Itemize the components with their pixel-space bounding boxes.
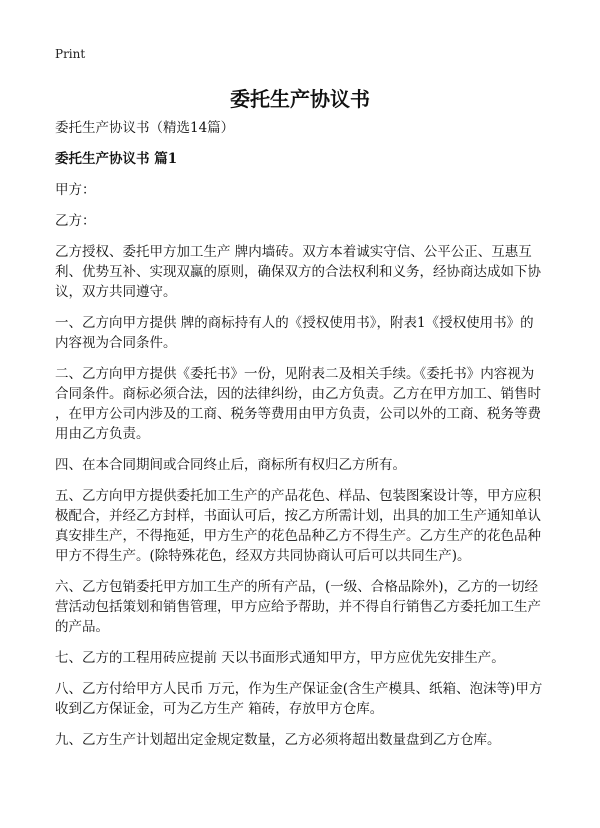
print-link[interactable]: Print	[55, 47, 86, 61]
clause-paragraph	[55, 577, 555, 637]
clause-line: 二、乙方向甲方提供《委托书》一份，见附表二及相关手续。《委托书》内容视为	[55, 366, 535, 382]
clause-paragraph	[55, 679, 555, 719]
clause-line: 甲方不得生产。(除特殊花色，经双方共同协商认可后可以共同生产)。	[55, 548, 471, 564]
clause-paragraph	[55, 364, 555, 444]
clause-paragraph	[55, 313, 555, 353]
clause-paragraph	[55, 648, 555, 668]
clause-line: 议，双方共同遵守。	[55, 284, 177, 300]
clause-line: 五、乙方向甲方提供委托加工生产的产品花色、样品、包装图案设计等，甲方应积	[55, 488, 541, 504]
clause-line: 一、乙方向甲方提供 牌的商标持有人的《授权使用书》，附表1《授权使用书》的	[55, 315, 534, 331]
party-a-line: 甲方：	[55, 182, 96, 198]
clauses	[55, 242, 555, 750]
clause-paragraph	[55, 730, 555, 750]
clause-line: 内容视为合同条件。	[55, 335, 177, 351]
clause-line: 真安排生产，不得拖延，甲方生产的花色品种乙方不得生产。乙方生产的花色品种	[55, 528, 541, 544]
clause-line: 用由乙方负责。	[55, 426, 150, 442]
document-subtitle: 委托生产协议书（精选14篇）	[55, 120, 235, 136]
document-title: 委托生产协议书	[230, 87, 370, 111]
section-heading: 委托生产协议书 篇1	[55, 151, 178, 167]
clause-paragraph	[55, 242, 555, 302]
clause-line: 七、乙方的工程用砖应提前 天以书面形式通知甲方，甲方应优先安排生产。	[55, 650, 505, 666]
clause-line: 营活动包括策划和销售管理，甲方应给予帮助，并不得自行销售乙方委托加工生产	[55, 599, 541, 615]
clause-line: 乙方授权、委托甲方加工生产 牌内墙砖。双方本着诚实守信、公平公正、互惠互	[55, 244, 532, 260]
clause-line: 的产品。	[55, 619, 109, 635]
clause-line: 六、乙方包销委托甲方加工生产的所有产品，(一级、合格品除外)，乙方的一切经	[55, 579, 539, 595]
clause-line: 合同条件。商标必须合法，因的法律纠纷，由乙方负责。乙方在甲方加工、销售时	[55, 386, 541, 402]
clause-line: 九、乙方生产计划超出定金规定数量，乙方必须将超出数量盘到乙方仓库。	[55, 732, 501, 748]
party-b-line: 乙方：	[55, 213, 96, 229]
clause-paragraph	[55, 455, 555, 475]
clause-line: 收到乙方保证金，可为乙方生产 箱砖，存放甲方仓库。	[55, 701, 384, 717]
document-body	[55, 118, 555, 761]
clause-line: 利、优势互补、实现双赢的原则，确保双方的合法权利和义务，经协商达成如下协	[55, 264, 541, 280]
clause-line: 八、乙方付给甲方人民币 万元，作为生产保证金(含生产模具、纸箱、泡沫等)甲方	[55, 681, 543, 697]
clause-line: 四、在本合同期间或合同终止后，商标所有权归乙方所有。	[55, 457, 406, 473]
clause-line: ，在甲方公司内涉及的工商、税务等费用由甲方负责，公司以外的工商、税务等费	[55, 406, 541, 422]
clause-line: 极配合，并经乙方封样，书面认可后，按乙方所需计划，出具的加工生产通知单认	[55, 508, 541, 524]
clause-paragraph	[55, 486, 555, 566]
